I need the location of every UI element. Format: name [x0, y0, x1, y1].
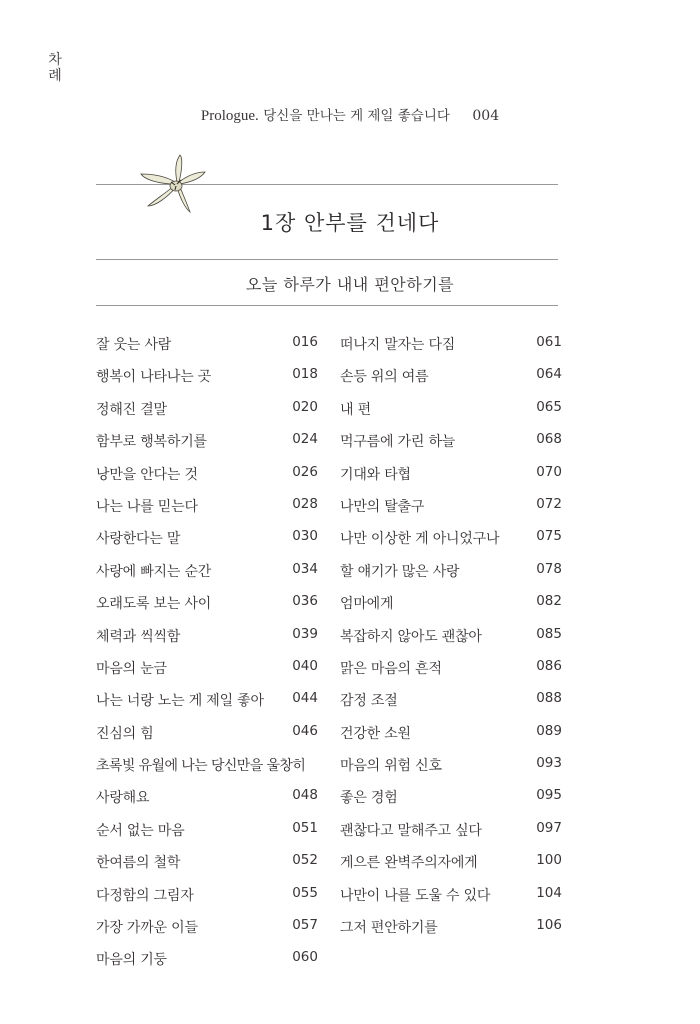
toc-item-page: 061 [536, 334, 562, 350]
toc-item-title: 감정 조절 [340, 693, 398, 710]
toc-item[interactable] [96, 690, 318, 722]
side-label-char-1: 차 [48, 52, 62, 68]
toc-item-title: 오래도록 보는 사이 [96, 596, 212, 613]
toc-item-title: 낭만을 안다는 것 [96, 466, 198, 483]
toc-item-title: 나만 이상한 게 아니었구나 [340, 531, 500, 548]
toc-item[interactable] [96, 820, 318, 852]
toc-item-title: 나는 너랑 노는 게 제일 좋아 [96, 693, 264, 710]
toc-item-title: 마음의 기둥 [96, 952, 167, 969]
toc-item[interactable] [96, 366, 318, 398]
side-label-contents [47, 52, 63, 84]
toc-item-page: 055 [292, 884, 318, 901]
toc-item-page: 100 [536, 852, 562, 869]
toc-item[interactable] [340, 852, 562, 884]
toc-item-title: 정해진 결말 [96, 401, 167, 418]
prologue-title-en: Prologue. [200, 108, 259, 124]
toc-item-page: 018 [292, 366, 318, 383]
toc-item[interactable] [96, 723, 318, 755]
toc-item[interactable] [96, 561, 318, 593]
toc-item-title: 좋은 경험 [340, 790, 398, 807]
toc-item-page: 085 [536, 625, 562, 642]
toc-item[interactable] [96, 399, 318, 431]
side-label-char-2: 례 [48, 68, 62, 84]
toc-item-title: 할 얘기가 많은 사랑 [340, 563, 460, 580]
toc-item-title: 엄마에게 [340, 596, 394, 613]
toc-item-page: 040 [292, 657, 318, 674]
toc-item-page: 089 [536, 722, 562, 739]
toc-item-title: 그저 편안하기를 [340, 920, 438, 937]
toc-item-title: 마음의 위험 신호 [340, 758, 442, 775]
toc-item-title: 내 편 [340, 401, 371, 418]
toc-item-page: 093 [536, 755, 562, 772]
toc-item-page: 057 [292, 917, 318, 934]
toc-item[interactable] [96, 626, 318, 658]
toc-item-page: 060 [292, 949, 318, 966]
toc-item-title: 행복이 나타나는 곳 [96, 369, 212, 386]
toc-item-page: 020 [292, 398, 318, 415]
toc-item-title: 나는 나를 믿는다 [96, 498, 198, 515]
toc-item-page: 034 [292, 560, 318, 577]
toc-item-title: 맑은 마음의 흔적 [340, 660, 442, 677]
toc-item[interactable] [96, 885, 318, 917]
toc-item[interactable] [340, 626, 562, 658]
divider-bottom [96, 305, 558, 306]
toc-item[interactable] [96, 496, 318, 528]
toc-item-title: 사랑한다는 말 [96, 531, 181, 548]
toc-item-page: 104 [536, 884, 562, 901]
toc-item-page: 044 [292, 690, 318, 707]
divider-middle [96, 259, 558, 260]
prologue-title-ko: 당신을 만나는 게 제일 좋습니다 [263, 108, 450, 124]
toc-item-title: 기대와 타협 [340, 466, 411, 483]
toc-item[interactable] [96, 949, 318, 981]
toc-item[interactable] [340, 787, 562, 819]
toc-item[interactable] [340, 658, 562, 690]
toc-item[interactable] [96, 431, 318, 463]
toc-item[interactable] [340, 690, 562, 722]
toc-item-page: 046 [292, 722, 318, 739]
toc-item-title: 손등 위의 여름 [340, 369, 429, 386]
toc-item-title: 게으른 완벽주의자에게 [340, 855, 478, 872]
toc-item-page: 095 [536, 787, 562, 804]
toc-item-page: 075 [536, 528, 562, 545]
toc-item-title: 순서 없는 마음 [96, 822, 185, 839]
toc-item-page: 016 [292, 334, 318, 350]
toc-item[interactable] [340, 366, 562, 398]
toc-item[interactable] [96, 917, 318, 949]
toc-item[interactable] [96, 464, 318, 496]
toc-item-title: 잘 웃는 사람 [96, 337, 172, 353]
toc-item-page: 068 [536, 431, 562, 448]
toc-item[interactable] [96, 755, 318, 787]
toc-item-title: 초록빛 유월에 나는 당신만을 울창히 [96, 758, 306, 775]
toc-item-page: 052 [292, 852, 318, 869]
toc-item[interactable] [340, 334, 562, 366]
toc-item[interactable] [340, 496, 562, 528]
toc-item-page: 064 [536, 366, 562, 383]
toc-item-title: 나만이 나를 도울 수 있다 [340, 887, 491, 904]
toc-item-page: 078 [536, 560, 562, 577]
toc-column-left [96, 334, 318, 982]
toc-item[interactable] [340, 528, 562, 560]
toc-item[interactable] [340, 561, 562, 593]
toc-item-title: 마음의 눈금 [96, 660, 167, 677]
toc-item-page: 065 [536, 398, 562, 415]
toc-item-title: 체력과 씩씩함 [96, 628, 181, 645]
toc-item-title: 괜찮다고 말해주고 싶다 [340, 822, 482, 839]
prologue-page: 004 [472, 108, 500, 124]
toc-item[interactable] [340, 917, 562, 949]
toc-item-page: 106 [536, 917, 562, 934]
toc-item[interactable] [340, 431, 562, 463]
toc-item-page: 088 [536, 690, 562, 707]
toc-item-page: 082 [536, 593, 562, 610]
toc-item-title: 복잡하지 않아도 괜찮아 [340, 628, 482, 645]
toc-item-page: 030 [292, 528, 318, 545]
toc-item[interactable] [96, 528, 318, 560]
toc-item-page: 048 [292, 787, 318, 804]
toc-item[interactable] [340, 464, 562, 496]
toc-item-title: 진심의 힘 [96, 725, 154, 742]
chapter-title: 1장 안부를 건네다 [260, 211, 440, 235]
toc-item-page: 024 [292, 431, 318, 448]
toc-item-title: 사랑해요 [96, 790, 150, 807]
toc-item-title: 건강한 소원 [340, 725, 411, 742]
toc-item-page: 051 [292, 819, 318, 836]
toc-item-title: 한여름의 철학 [96, 855, 181, 872]
toc-item[interactable] [96, 334, 318, 366]
toc-item[interactable] [340, 593, 562, 625]
toc-item[interactable] [96, 852, 318, 884]
toc-item-page: 070 [536, 463, 562, 480]
toc-item[interactable] [340, 755, 562, 787]
toc-item[interactable] [340, 723, 562, 755]
toc-item-page: 026 [292, 463, 318, 480]
toc-item-title: 사랑에 빠지는 순간 [96, 563, 212, 580]
toc-item-page: 036 [292, 593, 318, 610]
toc-item-page: 039 [292, 625, 318, 642]
toc-item-title: 먹구름에 가린 하늘 [340, 434, 456, 451]
toc-item-page: 097 [536, 819, 562, 836]
toc-item[interactable] [96, 787, 318, 819]
toc-item-page: 028 [292, 495, 318, 512]
toc-item[interactable] [340, 820, 562, 852]
toc-column-right [340, 334, 562, 949]
toc-item-title: 떠나지 말자는 다짐 [340, 337, 456, 353]
toc-item[interactable] [340, 885, 562, 917]
flower-illustration-icon [135, 150, 215, 215]
chapter-subtitle: 오늘 하루가 내내 편안하기를 [245, 275, 455, 294]
prologue-entry[interactable] [0, 104, 700, 125]
toc-item-title: 함부로 행복하기를 [96, 434, 207, 451]
toc-item-page: 072 [536, 495, 562, 512]
toc-item-page: 086 [536, 657, 562, 674]
toc-item[interactable] [96, 658, 318, 690]
toc-item[interactable] [340, 399, 562, 431]
toc-item-title: 가장 가까운 이들 [96, 920, 198, 937]
toc-item-title: 나만의 탈출구 [340, 498, 425, 515]
toc-item-title: 다정함의 그림자 [96, 887, 194, 904]
toc-item[interactable] [96, 593, 318, 625]
